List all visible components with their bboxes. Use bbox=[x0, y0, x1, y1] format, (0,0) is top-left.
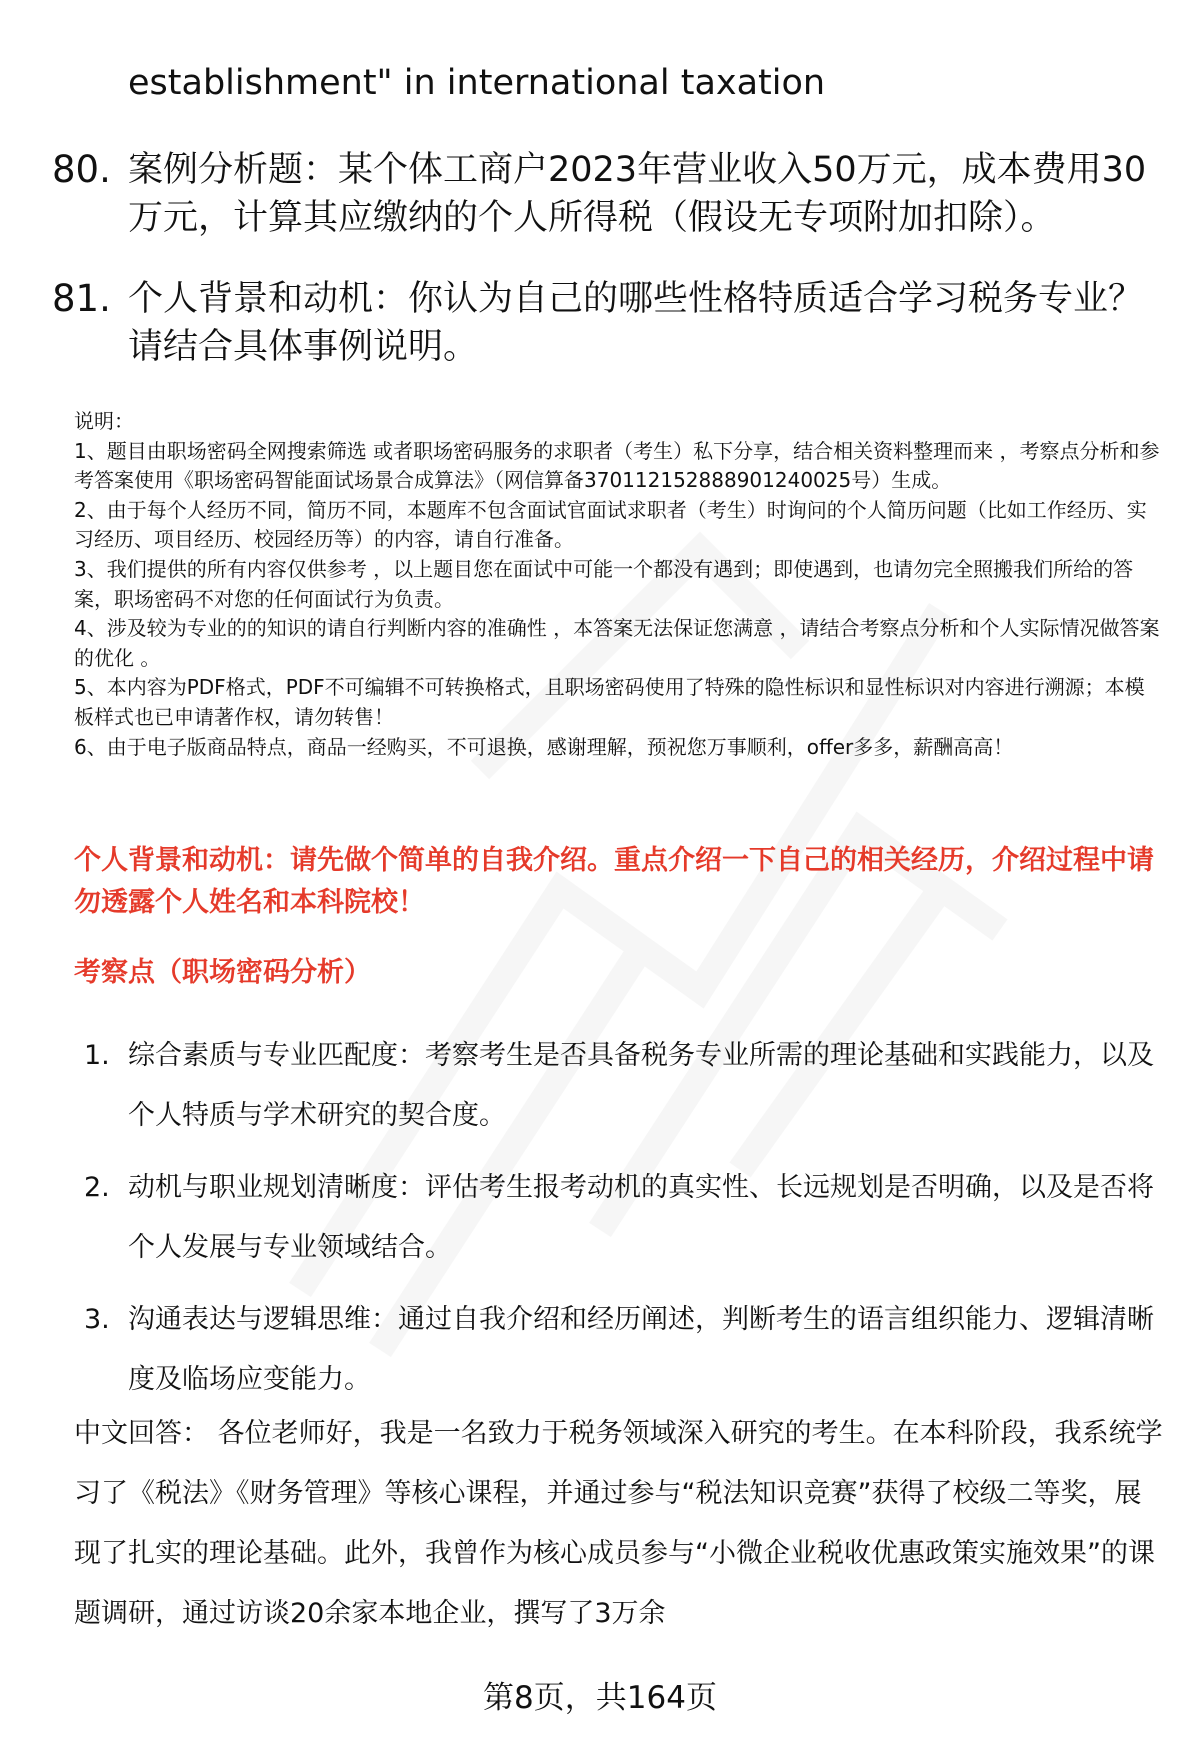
continuation-line: establishment" in international taxation bbox=[128, 63, 826, 103]
list-item bbox=[84, 1290, 1164, 1410]
assessment-points-list bbox=[84, 1026, 1164, 1422]
self-intro-notice: 个人背景和动机：请先做个简单的自我介绍。重点介绍一下自己的相关经历，介绍过程中请勿透露个人姓名和本科院校！ bbox=[74, 845, 1154, 918]
point-number: 3. bbox=[84, 1304, 110, 1335]
note-item: 2、由于每个人经历不同，简历不同，本题库不包含面试官面试求职者（考生）时询问的个人简历问题（比如工作经历、实习经历、项目经历、校园经历等）的内容，请自行准备。 bbox=[74, 497, 1147, 552]
note-item: 4、涉及较为专业的的知识的请自行判断内容的准确性 ，本答案无法保证您满意 ，请结合考察点分析和个人实际情况做答案的优化 。 bbox=[74, 616, 1160, 670]
question-text: 案例分析题：某个体工商户2023年营业收入50万元，成本费用30万元，计算其应缴纳的个人所得税（假设无专项附加扣除）。 bbox=[128, 150, 1147, 238]
notes-section bbox=[74, 407, 1164, 762]
question-number: 81. bbox=[52, 277, 111, 320]
point-text: 动机与职业规划清晰度：评估考生报考动机的真实性、长远规划是否明确，以及是否将个人发展与专业领域结合。 bbox=[128, 1172, 1154, 1263]
point-text: 沟通表达与逻辑思维：通过自我介绍和经历阐述，判断考生的语言组织能力、逻辑清晰度及临场应变能力。 bbox=[128, 1304, 1154, 1395]
point-text: 综合素质与专业匹配度：考察考生是否具备税务专业所需的理论基础和实践能力，以及个人特质与学术研究的契合度。 bbox=[128, 1040, 1154, 1131]
question-text: 个人背景和动机：你认为自己的哪些性格特质适合学习税务专业？请结合具体事例说明。 bbox=[128, 279, 1144, 367]
list-item bbox=[84, 1026, 1164, 1146]
point-number: 2. bbox=[84, 1172, 110, 1203]
note-item: 3、我们提供的所有内容仅供参考 ，以上题目您在面试中可能一个都没有遇到；即使遇到，也请勿完全照搬我们所给的答案，职场密码不对您的任何面试行为负责。 bbox=[74, 556, 1134, 611]
list-item bbox=[84, 1158, 1164, 1278]
question-80 bbox=[52, 146, 1162, 242]
page-footer: 第8页，共164页 bbox=[483, 1680, 717, 1716]
question-number: 80. bbox=[52, 148, 111, 191]
note-item: 6、由于电子版商品特点，商品一经购买，不可退换，感谢理解，预祝您万事顺利，offer多多，薪酬高高！ bbox=[74, 734, 1014, 759]
chinese-answer: 中文回答： 各位老师好，我是一名致力于税务领域深入研究的考生。在本科阶段，我系统学习了《税法》《财务管理》等核心课程，并通过参与“税法知识竞赛”获得了校级二等奖，展现了扎实的理论基础。此外，我曾作为核心成员参与“小微企业税收优惠政策实施效果”的课题调研，通过访谈20余家本地企业，撰写了3万余 bbox=[74, 1418, 1163, 1629]
notes-title: 说明： bbox=[74, 409, 134, 433]
note-item: 5、本内容为PDF格式，PDF不可编辑不可转换格式，且职场密码使用了特殊的隐性标识和显性标识对内容进行溯源；本模板样式也已申请著作权，请勿转售！ bbox=[74, 675, 1145, 729]
assessment-points-heading: 考察点（职场密码分析） bbox=[74, 957, 371, 988]
point-number: 1. bbox=[84, 1040, 110, 1071]
note-item: 1、题目由职场密码全网搜索筛选 或者职场密码服务的求职者（考生）私下分享，结合相关资料整理而来 ，考察点分析和参考答案使用《职场密码智能面试场景合成算法》（网信算备370112152888901240025号）生成。 bbox=[74, 438, 1160, 493]
question-81 bbox=[52, 275, 1162, 371]
